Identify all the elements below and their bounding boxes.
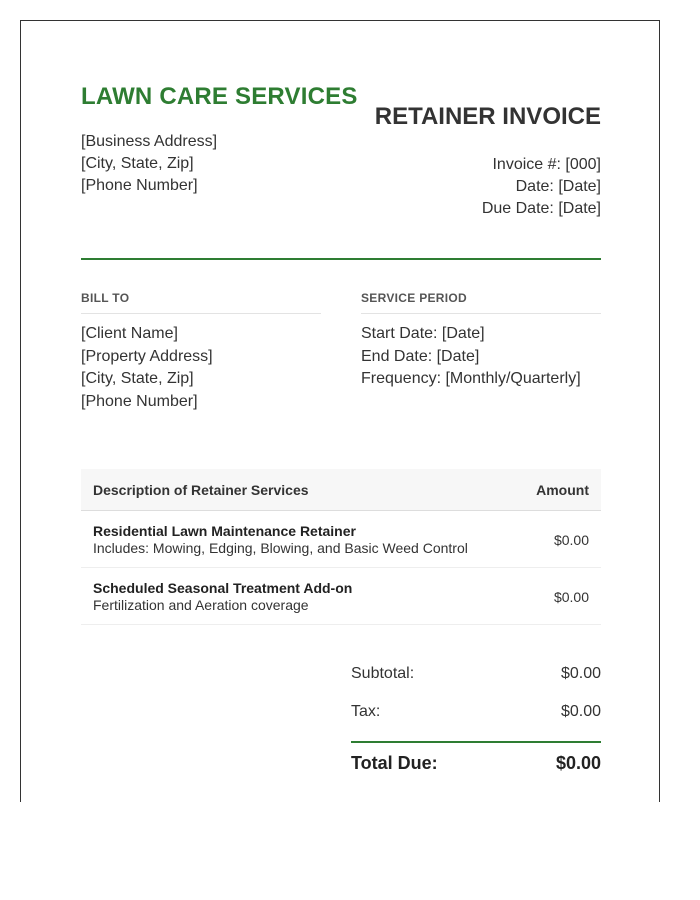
business-city-state-zip: [City, State, Zip] (81, 155, 194, 172)
invoice-page (20, 20, 660, 802)
bill-to-details (81, 323, 213, 413)
client-phone: [Phone Number] (81, 392, 198, 410)
services-table (81, 469, 601, 625)
totals-block (351, 661, 601, 779)
service-title: Residential Lawn Maintenance Retainer (93, 523, 356, 539)
tax-value: $0.00 (560, 703, 601, 720)
start-date: Start Date: [Date] (361, 325, 485, 342)
service-amount: $0.00 (553, 532, 589, 548)
bill-to-heading: BILL TO (81, 291, 321, 314)
total-due-line (351, 743, 601, 779)
client-name: [Client Name] (81, 325, 178, 342)
end-date: End Date: [Date] (361, 347, 480, 365)
business-address: [Business Address] (81, 133, 218, 150)
service-period-heading: SERVICE PERIOD (361, 291, 601, 314)
frequency: Frequency: [Monthly/Quarterly] (361, 370, 581, 387)
invoice-meta (482, 154, 601, 220)
service-title: Scheduled Seasonal Treatment Add-on (93, 580, 353, 596)
table-header-row (81, 469, 601, 511)
amount-column-header: Amount (536, 482, 589, 498)
service-amount: $0.00 (553, 589, 589, 605)
service-detail: Fertilization and Aeration coverage (93, 597, 309, 613)
service-detail: Includes: Mowing, Edging, Blowing, and Basic Weed Control (93, 540, 468, 556)
service-period-details (361, 323, 581, 391)
company-name: LAWN CARE SERVICES (81, 83, 358, 110)
tax-line (351, 699, 601, 737)
header-divider (81, 258, 601, 260)
invoice-date: Date: [Date] (515, 178, 601, 195)
client-city-state-zip: [City, State, Zip] (81, 370, 194, 387)
table-row (81, 568, 601, 625)
tax-label: Tax: (351, 703, 381, 720)
invoice-number: Invoice #: [000] (492, 156, 601, 173)
description-column-header: Description of Retainer Services (93, 482, 309, 498)
company-contact (81, 131, 217, 197)
subtotal-line (351, 661, 601, 699)
subtotal-label: Subtotal: (351, 665, 415, 682)
property-address: [Property Address] (81, 347, 213, 365)
subtotal-value: $0.00 (560, 665, 601, 682)
total-due-value: $0.00 (555, 753, 601, 773)
business-phone: [Phone Number] (81, 177, 198, 194)
invoice-due-date: Due Date: [Date] (481, 200, 601, 217)
table-row (81, 511, 601, 568)
total-due-label: Total Due: (351, 753, 438, 773)
invoice-title: RETAINER INVOICE (374, 103, 601, 130)
